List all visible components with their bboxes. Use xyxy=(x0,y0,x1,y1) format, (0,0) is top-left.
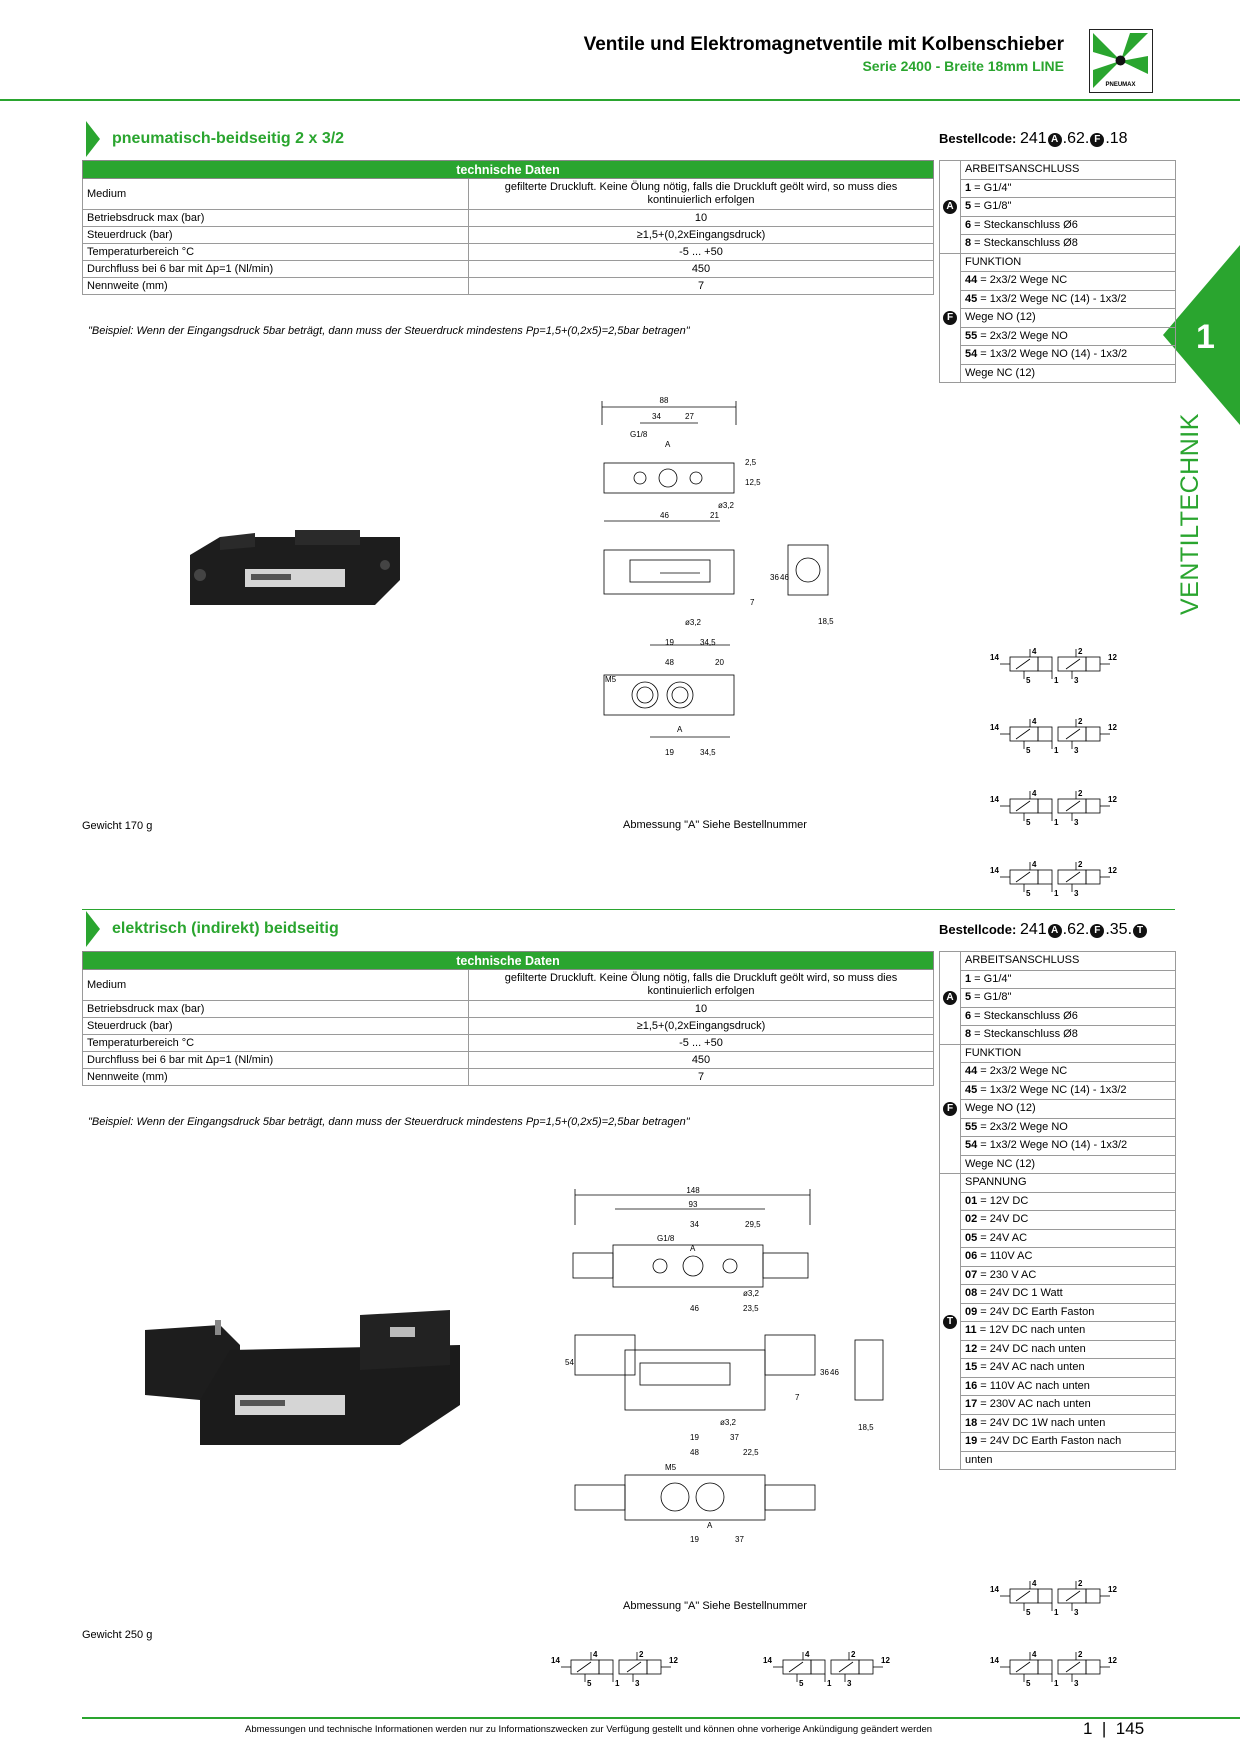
chapter-tab-number: 1 xyxy=(1196,318,1215,356)
svg-text:19: 19 xyxy=(665,748,674,757)
svg-text:14: 14 xyxy=(990,653,999,662)
svg-text:1: 1 xyxy=(1054,676,1059,685)
svg-text:4: 4 xyxy=(1032,717,1037,726)
svg-text:5: 5 xyxy=(1026,746,1031,755)
dim-h4: 18,5 xyxy=(818,617,834,626)
svg-text:3: 3 xyxy=(847,1679,852,1688)
valve-photo xyxy=(185,525,405,625)
svg-text:4: 4 xyxy=(1032,647,1037,656)
valve-symbol xyxy=(990,645,1120,690)
order-code xyxy=(939,921,1148,939)
section-arrow-icon xyxy=(86,911,100,947)
dim-b2: 34,5 xyxy=(700,638,716,647)
dim-m5: M5 xyxy=(605,675,617,684)
svg-text:5: 5 xyxy=(1026,676,1031,685)
svg-text:2: 2 xyxy=(1078,860,1083,869)
svg-text:2: 2 xyxy=(1078,789,1083,798)
option-table: A ARBEITSANSCHLUSS 1 = G1/4" 5 = G1/8" 6 = Steckanschluss Ø6 8 = Steckanschluss Ø8 F FUNKTION 44 = 2x3/2 Wege NC 45 = 1x3/2 Wege NC (14) - 1x3/2 Wege NO (12) 55 = 2x3/2 Wege NO 54 = 1x3/2 Wege NO (14) - 1x3/2 Wege NC (12) xyxy=(939,160,1176,383)
tech-data-header: technische Daten xyxy=(83,161,934,179)
svg-text:M5: M5 xyxy=(665,1463,677,1472)
section-title: elektrisch (indirekt) beidseitig xyxy=(112,920,339,937)
svg-text:5: 5 xyxy=(587,1679,592,1688)
svg-text:3: 3 xyxy=(1074,1679,1079,1688)
svg-text:18,5: 18,5 xyxy=(858,1423,874,1432)
svg-text:19: 19 xyxy=(690,1535,699,1544)
svg-text:1: 1 xyxy=(1054,1679,1059,1688)
svg-text:1: 1 xyxy=(1054,889,1059,898)
svg-text:46: 46 xyxy=(830,1368,839,1377)
valve-symbol xyxy=(551,1648,681,1693)
svg-text:5: 5 xyxy=(1026,889,1031,898)
svg-text:48: 48 xyxy=(690,1448,699,1457)
pneumax-logo xyxy=(1089,29,1153,93)
svg-text:A: A xyxy=(707,1521,713,1530)
svg-text:29,5: 29,5 xyxy=(745,1220,761,1229)
valve-symbol xyxy=(990,1577,1120,1622)
control-pressure-note: "Beispiel: Wenn der Eingangsdruck 5bar beträgt, dann muss der Steuerdruck mindestens Pp=1,5+(0,2x5)=2,5bar betragen" xyxy=(88,1116,690,1128)
dim-h2: 46 xyxy=(780,573,789,582)
order-code-label: Bestellcode: xyxy=(939,922,1017,937)
svg-text:7: 7 xyxy=(795,1393,800,1402)
svg-text:14: 14 xyxy=(990,1585,999,1594)
svg-text:5: 5 xyxy=(1026,818,1031,827)
svg-text:12: 12 xyxy=(881,1656,890,1665)
svg-text:5: 5 xyxy=(799,1679,804,1688)
svg-text:3: 3 xyxy=(1074,889,1079,898)
page-title: Ventile und Elektromagnetventile mit Kolbenschieber xyxy=(583,34,1064,55)
svg-text:14: 14 xyxy=(990,866,999,875)
svg-text:3: 3 xyxy=(1074,1608,1079,1617)
valve-symbol xyxy=(763,1648,893,1693)
svg-text:5: 5 xyxy=(1026,1679,1031,1688)
svg-text:ø3,2: ø3,2 xyxy=(720,1418,737,1427)
chapter-tab-label: VENTILTECHNIK xyxy=(1176,413,1204,615)
valve-symbol xyxy=(990,787,1120,832)
svg-text:4: 4 xyxy=(1032,860,1037,869)
option-badge-f: F xyxy=(1090,133,1104,147)
dimension-note: Abmessung "A" Siehe Bestellnummer xyxy=(623,819,807,831)
svg-text:ø3,2: ø3,2 xyxy=(743,1289,760,1298)
svg-text:1: 1 xyxy=(1054,1608,1059,1617)
tech-data-table: technische Daten Medium gefilterte Druckluft. Keine Ölung nötig, falls die Druckluft geölt wird, so muss dies kontinuierlich erfolgen Betriebsdruck max (bar) 10 Steuerdruck (bar) ≥1,5+(0,2xEingangsdruck) Temperaturbereich °C -5 ... +50 Durchfluss bei 6 bar mit Δp=1 (Nl/min) 450 Nennweite (mm) 7 xyxy=(82,951,934,1086)
section-title: pneumatisch-beidseitig 2 x 3/2 xyxy=(112,130,345,147)
svg-text:34: 34 xyxy=(690,1220,699,1229)
dimension-note: Abmessung "A" Siehe Bestellnummer xyxy=(623,1600,807,1612)
svg-text:12: 12 xyxy=(1108,653,1117,662)
svg-text:19: 19 xyxy=(690,1433,699,1442)
page-subtitle: Serie 2400 - Breite 18mm LINE xyxy=(862,58,1064,74)
svg-text:12: 12 xyxy=(1108,1585,1117,1594)
svg-text:93: 93 xyxy=(688,1200,698,1209)
dim-h1: 36 xyxy=(770,573,779,582)
svg-text:2: 2 xyxy=(851,1650,856,1659)
svg-text:4: 4 xyxy=(1032,1579,1037,1588)
dim-a: 34 xyxy=(652,412,661,421)
svg-text:34,5: 34,5 xyxy=(700,748,716,757)
svg-text:3: 3 xyxy=(1074,746,1079,755)
svg-text:46: 46 xyxy=(690,1304,699,1313)
svg-text:4: 4 xyxy=(1032,1650,1037,1659)
dim-c1: 48 xyxy=(665,658,674,667)
dimension-drawing xyxy=(590,395,870,765)
order-code-label: Bestellcode: xyxy=(939,131,1017,146)
svg-text:A: A xyxy=(677,725,683,734)
footer-rule xyxy=(82,1717,1240,1719)
svg-text:2: 2 xyxy=(1078,647,1083,656)
svg-text:12: 12 xyxy=(1108,1656,1117,1665)
svg-text:4: 4 xyxy=(1032,789,1037,798)
tech-data-table: technische Daten Medium gefilterte Druckluft. Keine Ölung nötig, falls die Druckluft geölt wird, so muss dies kontinuierlich erfolgen Betriebsdruck max (bar) 10 Steuerdruck (bar) ≥1,5+(0,2xEingangsdruck) Temperaturbereich °C -5 ... +50 Durchfluss bei 6 bar mit Δp=1 (Nl/min) 450 Nennweite (mm) 7 xyxy=(82,160,934,295)
svg-text:1: 1 xyxy=(827,1679,832,1688)
dim-w2: 21 xyxy=(710,511,719,520)
dim-port: G1/8 xyxy=(630,430,648,439)
svg-text:1: 1 xyxy=(1054,746,1059,755)
svg-text:22,5: 22,5 xyxy=(743,1448,759,1457)
valve-symbol xyxy=(990,858,1120,903)
svg-text:14: 14 xyxy=(990,723,999,732)
svg-text:2: 2 xyxy=(1078,1650,1083,1659)
option-table: A ARBEITSANSCHLUSS 1 = G1/4" 5 = G1/8" 6 = Steckanschluss Ø6 8 = Steckanschluss Ø8 F FUNKTION 44 = 2x3/2 Wege NC 45 = 1x3/2 Wege NC (14) - 1x3/2 Wege NO (12) 55 = 2x3/2 Wege NO 54 = 1x3/2 Wege NO (14) - 1x3/2 Wege NC (12) T SPANNUNG 01 = 12V DC 02 = 24V DC 05 = 24V AC 06 = 110V AC 07 = 230 V AC 08 = 24V DC 1 Watt 09 = 24V DC Earth Faston 11 = 12V DC nach unten 12 = 24V DC nach unten 15 = 24V AC nach unten 16 = 110V AC nach unten 17 = 230V AC nach unten 18 = 24V DC 1W nach unten 19 = 24V DC Earth Faston nach unten xyxy=(939,951,1176,1470)
weight-label: Gewicht 170 g xyxy=(82,820,153,832)
svg-text:1: 1 xyxy=(1054,818,1059,827)
svg-text:A: A xyxy=(690,1244,696,1253)
order-code xyxy=(939,130,1128,148)
dim-b: 27 xyxy=(685,412,694,421)
svg-text:ø3,2: ø3,2 xyxy=(685,618,702,627)
dim-b1: 19 xyxy=(665,638,674,647)
control-pressure-note: "Beispiel: Wenn der Eingangsdruck 5bar beträgt, dann muss der Steuerdruck mindestens Pp=1,5+(0,2x5)=2,5bar betragen" xyxy=(88,325,690,337)
svg-text:14: 14 xyxy=(990,1656,999,1665)
dim-a-label: A xyxy=(665,440,671,449)
svg-text:3: 3 xyxy=(635,1679,640,1688)
valve-symbol xyxy=(990,1648,1120,1693)
svg-text:37: 37 xyxy=(735,1535,744,1544)
svg-text:23,5: 23,5 xyxy=(743,1304,759,1313)
solenoid-valve-photo xyxy=(140,1305,465,1455)
dimension-drawing xyxy=(565,1185,895,1555)
order-code-value: 241 A .62. F .35. T xyxy=(1020,921,1148,938)
section-divider xyxy=(82,909,1175,910)
header-rule xyxy=(0,99,1240,101)
svg-text:3: 3 xyxy=(1074,676,1079,685)
dim-w1: 46 xyxy=(660,511,669,520)
svg-text:54: 54 xyxy=(565,1358,574,1367)
footer-disclaimer: Abmessungen und technische Informationen werden nur zu Informationszwecken zur Verfügung gestellt und können ohne vorherige Ankündigung geändert werden xyxy=(245,1724,933,1735)
svg-text:2: 2 xyxy=(1078,717,1083,726)
dim-d1: 2,5 xyxy=(745,458,757,467)
svg-text:12: 12 xyxy=(669,1656,678,1665)
svg-text:5: 5 xyxy=(1026,1608,1031,1617)
dim-total: 88 xyxy=(659,396,669,405)
dim-c2: 20 xyxy=(715,658,724,667)
valve-symbol xyxy=(990,715,1120,760)
weight-label: Gewicht 250 g xyxy=(82,1629,153,1641)
svg-text:3: 3 xyxy=(1074,818,1079,827)
svg-text:1: 1 xyxy=(615,1679,620,1688)
svg-text:12: 12 xyxy=(1108,866,1117,875)
svg-text:12: 12 xyxy=(1108,723,1117,732)
page-number: 1 | 145 xyxy=(1083,1719,1145,1738)
dim-d2: 12,5 xyxy=(745,478,761,487)
dim-h3: 7 xyxy=(750,598,755,607)
svg-text:14: 14 xyxy=(990,795,999,804)
option-badge-a: A xyxy=(1048,133,1062,147)
svg-text:37: 37 xyxy=(730,1433,739,1442)
section-arrow-icon xyxy=(86,121,100,157)
svg-text:14: 14 xyxy=(551,1656,560,1665)
svg-text:4: 4 xyxy=(805,1650,810,1659)
logo-text: PNEUMAX xyxy=(1105,82,1136,88)
svg-text:36: 36 xyxy=(820,1368,829,1377)
svg-text:4: 4 xyxy=(593,1650,598,1659)
svg-text:2: 2 xyxy=(1078,1579,1083,1588)
option-badge-t: T xyxy=(1133,924,1147,938)
svg-text:G1/8: G1/8 xyxy=(657,1234,675,1243)
svg-text:12: 12 xyxy=(1108,795,1117,804)
svg-text:148: 148 xyxy=(686,1186,700,1195)
svg-text:14: 14 xyxy=(763,1656,772,1665)
svg-text:2: 2 xyxy=(639,1650,644,1659)
order-code-value: 241 A .62. F .18 xyxy=(1019,130,1128,147)
dim-hole: ø3,2 xyxy=(718,501,735,510)
